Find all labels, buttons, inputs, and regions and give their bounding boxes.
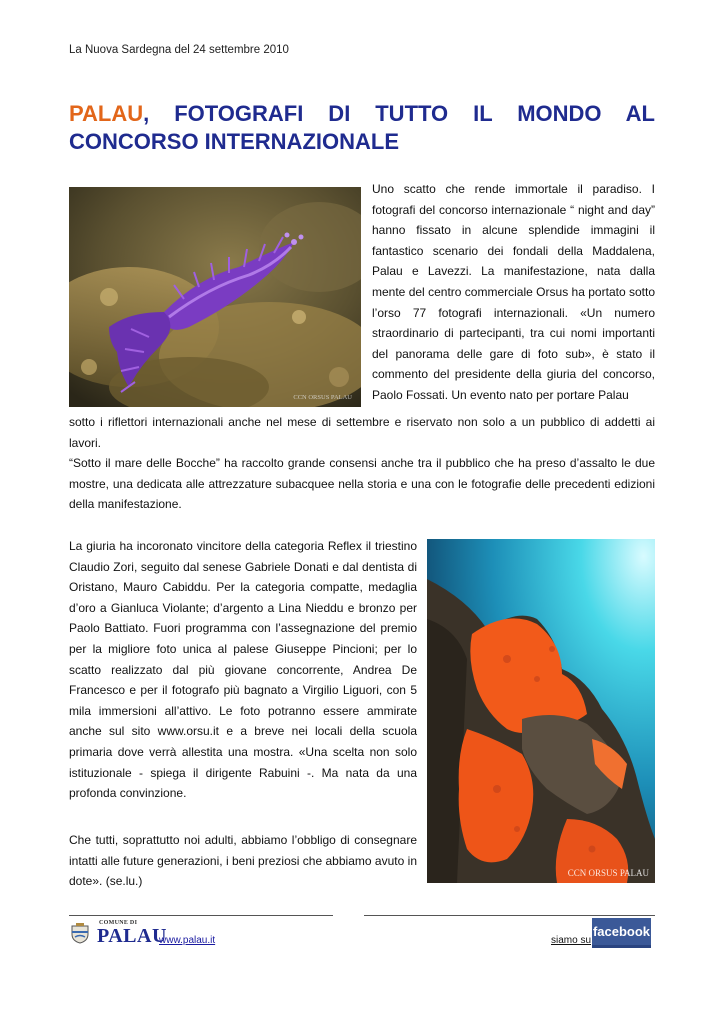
sponge-photo — [427, 539, 655, 883]
paragraph-4: Che tutti, soprattutto noi adulti, abbiamo l’obbligo di consegnare intatti alle future generazioni, i beni preziosi che abbiamo avuto in dote». (se.lu.) — [69, 833, 417, 889]
crest-icon — [69, 922, 91, 944]
title-place: PALAU — [69, 101, 144, 126]
intro-continued: sotto i riflettori internazionali anche nel mese di settembre e riservato non solo a un pubblico di addetti ai lavori. — [69, 415, 655, 450]
nudibranch-photo — [69, 187, 361, 407]
paragraph-3: La giuria ha incoronato vincitore della categoria Reflex il triestino Claudio Zori, seguito dal senese Gabriele Donati e dal dentista di Oristano, Mauro Cabiddu. Per la categoria compatte, medaglia d’oro a Gianluca Violante; d’argento a Lina Nieddu e bronzo per Paolo Battiato. Fuori programma con l’assegnazione del premio per la migliore foto unica al palese Giuseppe Pincioni; per lo scatto realizzato dal più giovane concorrente, Andrea De Francesco e per il fotografo più bagnato a Virgilio Liguori, con 5 mila immersioni all’attivo. Le foto potranno essere ammirate anche sul sito www.orsu.it e a breve nei locali della scuola primaria dove verrà allestita una mostra. «Una scelta non solo istituzionale - spiega il dirigente Rabuini -. Ma nata da una profonda convinzione. — [69, 539, 417, 801]
logo-palau-text: PALAU — [97, 925, 167, 947]
photo2-credit: CCN ORSUS PALAU — [567, 868, 649, 878]
title-rest: , FOTOGRAFI DI TUTTO IL MONDO AL CONCORSO INTERNAZIONALE — [69, 101, 655, 154]
footer-rule-left — [69, 915, 333, 916]
follow-label: siamo su — [551, 935, 592, 946]
logo-comune-text: COMUNE DI — [99, 920, 138, 926]
photo1-credit: CCN ORSUS PALAU — [293, 394, 352, 401]
intro-paragraph: Uno scatto che rende immortale il paradiso. I fotografi del concorso internazionale “ night and day” hanno fissato in alcune splendide immagini il fantastico scenario dei fondali della Maddalena, Palau e Lavezzi. La manifestazione, nata dalla mente del centro commerciale Orsus ha portato sotto l’orso 77 fotografi internazionali. «Un numero straordinario di partecipanti, tra cui nomi importanti del panorama delle gare di foto sub», è stato il commento del presidente della giuria del concorso, Paolo Fossati. Un evento nato per portare Palau — [372, 182, 655, 402]
newspaper-source: La Nuova Sardegna del 24 settembre 2010 — [69, 44, 289, 56]
nudibranch-image — [69, 187, 361, 407]
article-title — [69, 100, 655, 156]
comune-palau-logo[interactable] — [69, 920, 167, 947]
paragraph-2: “Sotto il mare delle Bocche” ha raccolto grande consensi anche tra il pubblico che ha preso d’assalto le due mostre, una dedicata alle attrezzature subacquee nella storia e una con le fotografie delle precedenti edizioni della manifestazione. — [69, 456, 655, 512]
facebook-button[interactable]: facebook — [592, 918, 651, 948]
footer-rule-right — [364, 915, 655, 916]
website-link[interactable]: www.palau.it — [159, 935, 216, 946]
sponge-image — [427, 539, 655, 883]
